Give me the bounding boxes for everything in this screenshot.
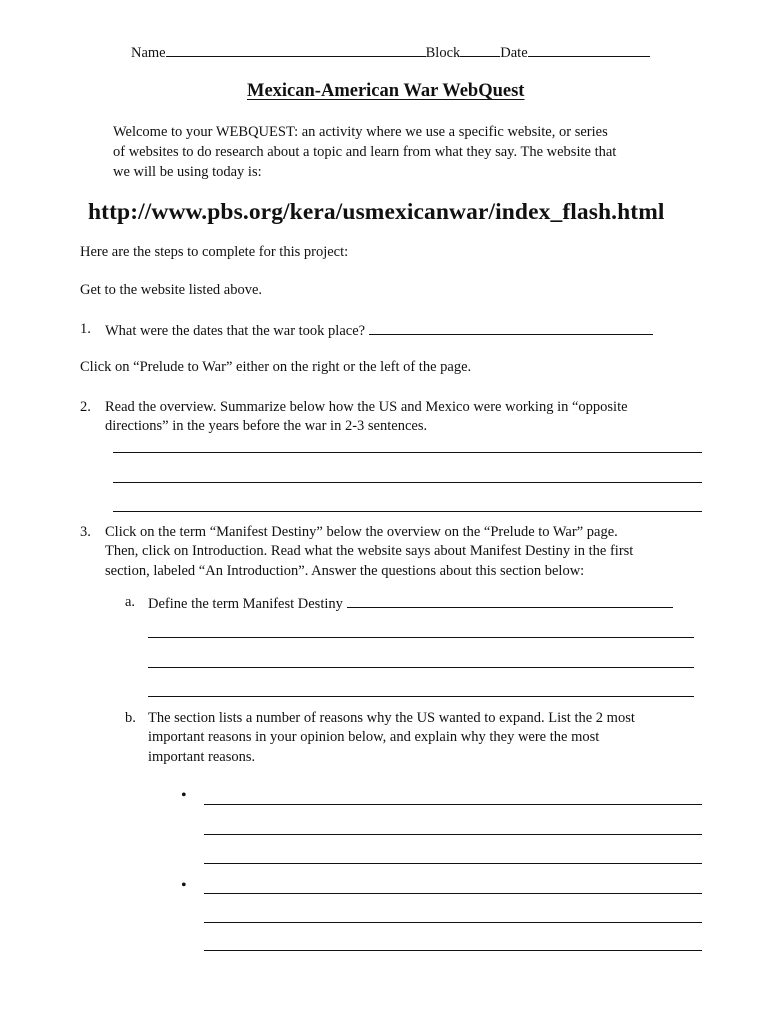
get-to-site-instruction: Get to the website listed above. <box>80 282 263 298</box>
intro-line-2: of websites to do research about a topic and learn from what they say. The website that <box>113 144 617 160</box>
question-3a-answer-line[interactable] <box>148 667 694 668</box>
header-line <box>131 42 650 63</box>
reason-2-answer-line[interactable] <box>204 893 702 894</box>
question-3a-answer-line[interactable] <box>148 696 694 697</box>
question-3-line-2: Then, click on Introduction. Read what the website says about Manifest Destiny in the first <box>105 543 634 559</box>
steps-intro: Here are the steps to complete for this project: <box>80 244 349 260</box>
question-3b-line-3: important reasons. <box>148 749 256 765</box>
question-1-text: What were the dates that the war took place? <box>105 323 366 339</box>
question-1 <box>105 320 653 341</box>
question-3-line-1: Click on the term “Manifest Destiny” below the overview on the “Prelude to War” page. <box>105 524 618 540</box>
click-prelude-instruction: Click on “Prelude to War” either on the right or the left of the page. <box>80 359 472 375</box>
reason-1-answer-line[interactable] <box>204 834 702 835</box>
question-3a-answer-field[interactable] <box>347 593 673 608</box>
block-label: Block <box>425 45 461 61</box>
intro-line-3: we will be using today is: <box>113 164 262 180</box>
name-field[interactable] <box>166 42 426 57</box>
question-3a-letter: a. <box>125 594 136 610</box>
question-2-line-2: directions” in the years before the war in 2-3 sentences. <box>105 418 428 434</box>
question-1-answer-field[interactable] <box>369 320 653 335</box>
date-field[interactable] <box>528 42 650 57</box>
question-3-line-3: section, labeled “An Introduction”. Answer the questions about this section below: <box>105 563 585 579</box>
block-field[interactable] <box>460 42 500 57</box>
website-url: http://www.pbs.org/kera/usmexicanwar/index_flash.html <box>88 199 665 225</box>
question-2-answer-line[interactable] <box>113 452 702 453</box>
reason-1-answer-line[interactable] <box>204 804 702 805</box>
reason-2-answer-line[interactable] <box>204 922 702 923</box>
page-title: Mexican-American War WebQuest <box>247 81 525 101</box>
question-3b-line-1: The section lists a number of reasons why the US wanted to expand. List the 2 most <box>148 710 635 726</box>
question-3b-line-2: important reasons in your opinion below, and explain why they were the most <box>148 729 600 745</box>
question-3a-text: Define the term Manifest Destiny <box>148 596 343 612</box>
intro-line-1: Welcome to your WEBQUEST: an activity where we use a specific website, or series <box>113 124 608 140</box>
question-2-number: 2. <box>80 399 91 415</box>
question-3a <box>148 593 673 614</box>
reason-1-answer-line[interactable] <box>204 863 702 864</box>
date-label: Date <box>500 45 528 61</box>
question-2-answer-line[interactable] <box>113 511 702 512</box>
question-3a-answer-line[interactable] <box>148 637 694 638</box>
bullet-icon: • <box>181 787 187 804</box>
question-1-number: 1. <box>80 321 91 337</box>
reason-2-answer-line[interactable] <box>204 950 702 951</box>
name-label: Name <box>131 45 166 61</box>
question-3b-letter: b. <box>125 710 136 726</box>
question-2-answer-line[interactable] <box>113 482 702 483</box>
question-3-number: 3. <box>80 524 91 540</box>
bullet-icon: • <box>181 877 187 894</box>
question-2-line-1: Read the overview. Summarize below how the US and Mexico were working in “opposite <box>105 399 628 415</box>
